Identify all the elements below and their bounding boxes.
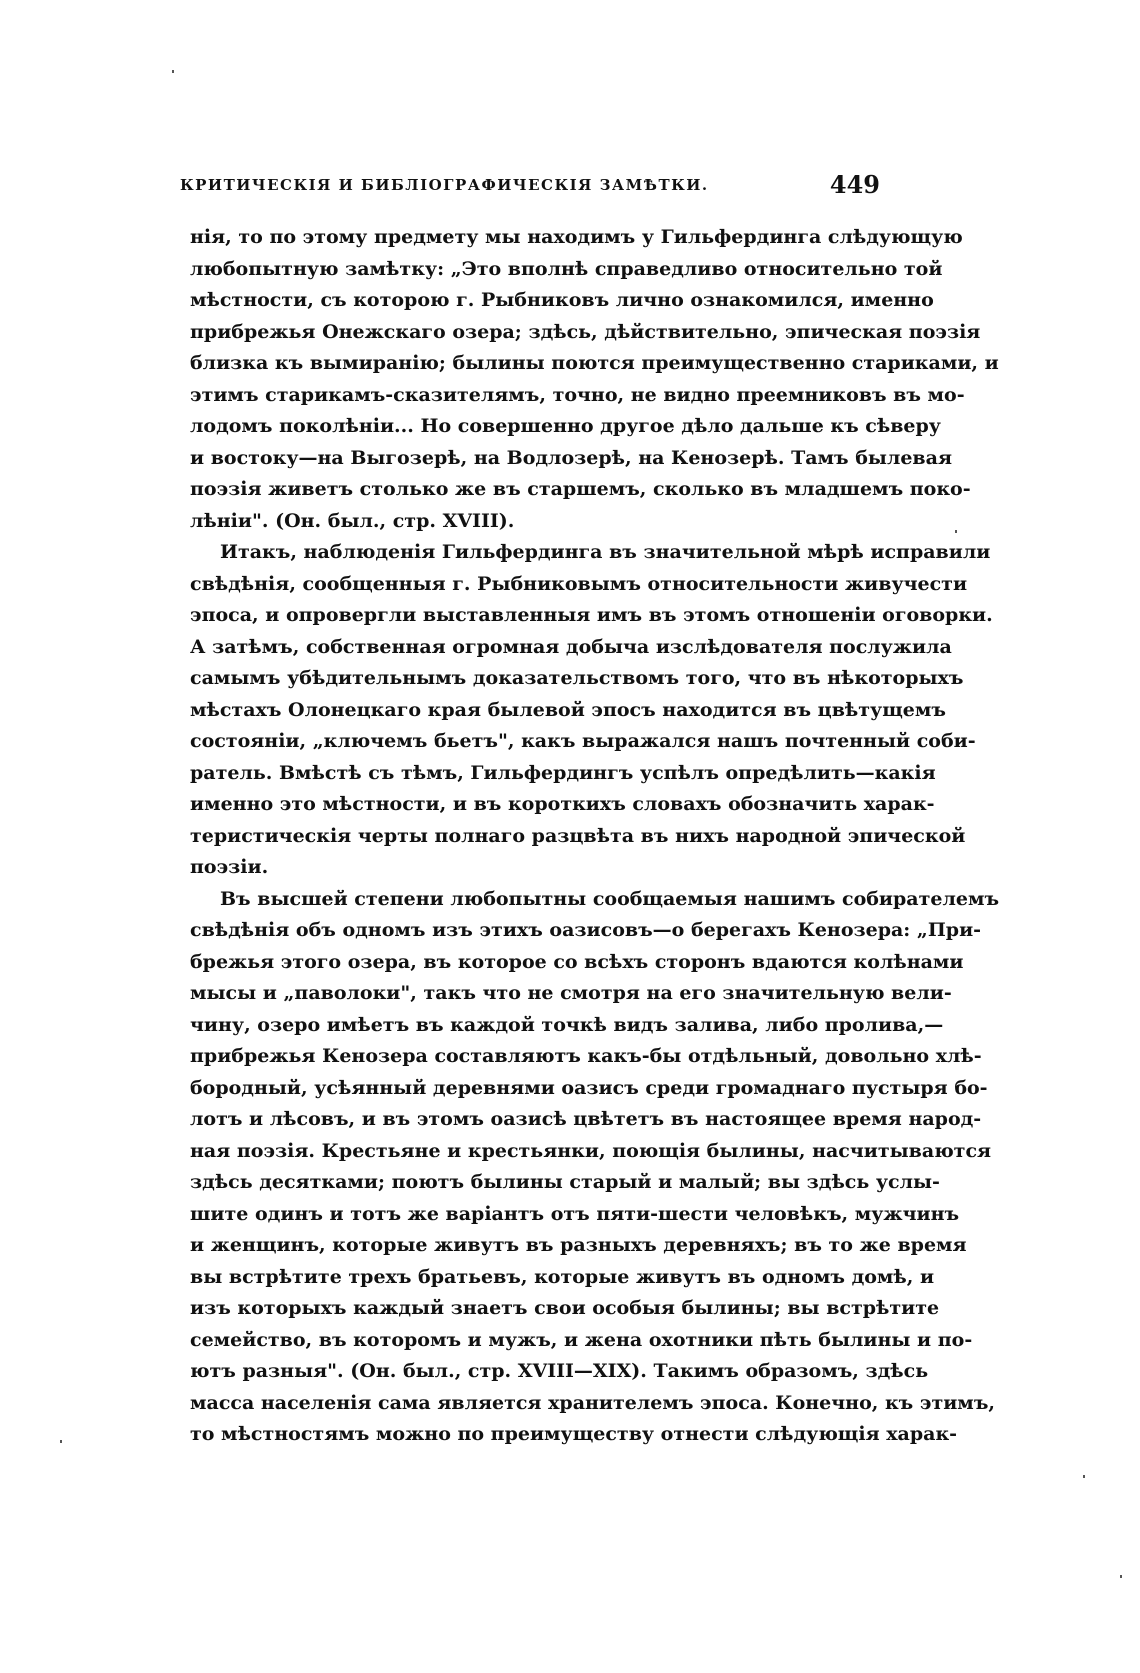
paragraph [190,884,1000,1451]
text-line: прибрежья Онежскаго озера; здѣсь, дѣйствительно, эпическая поэзія [190,320,981,343]
text-line: бородный, усѣянный деревнями оазисъ среди громаднаго пустыря бо- [190,1076,988,1099]
text-line: чину, озеро имѣетъ въ каждой точкѣ видъ залива, либо пролива,— [190,1013,944,1036]
text-line: Въ высшей степени любопытны сообщаемыя нашимъ собирателемъ [220,887,1000,910]
scan-speck [172,70,174,73]
text-line: близка къ вымиранію; былины поются преимущественно стариками, и [190,352,999,374]
text-line: вы встрѣтите трехъ братьевъ, которые живутъ въ одномъ домѣ, и [190,1265,935,1288]
text-line: эпоса, и опровергли выставленныя имъ въ этомъ отношеніи оговорки. [190,604,993,626]
text-line: состояніи, „ключемъ бьетъ", какъ выражался нашъ почтенный соби- [190,730,976,752]
text-line: А затѣмъ, собственная огромная добыча изслѣдователя послужила [190,635,952,658]
text-line: прибрежья Кенозера составляютъ какъ-бы отдѣльный, довольно хлѣ- [190,1045,982,1067]
text-line: то мѣстностямъ можно по преимуществу отнести слѣдующія харак- [190,1423,958,1445]
text-line: лотъ и лѣсовъ, и въ этомъ оазисѣ цвѣтетъ въ настоящее время народ- [190,1108,982,1130]
text-line: ютъ разныя". (Он. был., стр. XVIII—XIX). Такимъ образомъ, здѣсь [190,1360,929,1382]
text-line: здѣсь десятками; поютъ былины старый и малый; вы здѣсь услы- [190,1171,940,1193]
scan-speck [1120,1575,1122,1578]
running-title: КРИТИЧЕСКІЯ И БИБЛІОГРАФИЧЕСКІЯ ЗАМѢТКИ. [180,176,709,194]
text-line: масса населенія сама является хранителемъ эпоса. Конечно, къ этимъ, [190,1391,996,1414]
text-line: лѣніи". (Он. был., стр. XVIII). [190,509,515,532]
text-line: мѣстахъ Олонецкаго края былевой эпосъ находится въ цвѣтущемъ [190,698,946,721]
paragraph [190,222,999,537]
text-line: мысы и „паволоки", такъ что не смотря на его значительную вели- [190,982,952,1004]
text-line: мѣстности, съ которою г. Рыбниковъ лично ознакомился, именно [190,289,934,311]
text-line: самымъ убѣдительнымъ доказательствомъ того, что въ нѣкоторыхъ [190,667,964,689]
text-line: ратель. Вмѣстѣ съ тѣмъ, Гильфердингъ успѣлъ опредѣлить—какія [190,761,936,784]
text-line: семейство, въ которомъ и мужъ, и жена охотники пѣть былины и по- [190,1328,973,1351]
text-line: и востоку—на Выгозерѣ, на Водлозерѣ, на Кенозерѣ. Тамъ былевая [190,446,952,469]
text-line: именно это мѣстности, и въ короткихъ словахъ обозначить харак- [190,793,935,815]
text-line: поэзіи. [190,856,269,878]
running-head [180,170,880,202]
text-line: ная поэзія. Крестьяне и крестьянки, поющія былины, насчитываются [190,1139,992,1162]
text-line: любопытную замѣтку: „Это вполнѣ справедливо относительно той [190,257,943,280]
scan-speck [60,1440,62,1443]
text-line: свѣдѣнія, сообщенныя г. Рыбниковымъ относительности живучести [190,572,968,595]
text-line: брежья этого озера, въ которое со всѣхъ сторонъ вдаются колѣнами [190,950,964,973]
text-line: шите одинъ и тотъ же варіантъ отъ пяти-шести человѣкъ, мужчинъ [190,1202,960,1225]
paragraph [190,537,993,884]
body-text [190,222,1000,1451]
scan-speck [955,530,957,533]
text-line: нія, то по этому предмету мы находимъ у Гильфердинга слѣдующую [190,226,963,248]
text-line: изъ которыхъ каждый знаетъ свои особыя былины; вы встрѣтите [190,1297,940,1319]
page-number: 449 [829,170,880,199]
scan-speck [1083,1475,1085,1478]
text-line: Итакъ, наблюденія Гильфердинга въ значительной мѣрѣ исправили [220,541,991,563]
text-line: поэзія живетъ столько же въ старшемъ, сколько въ младшемъ поко- [190,478,971,500]
text-line: теристическія черты полнаго разцвѣта въ нихъ народной эпической [190,824,966,847]
text-line: и женщинъ, которые живутъ въ разныхъ деревняхъ; въ то же время [190,1234,967,1256]
text-line: этимъ старикамъ-сказителямъ, точно, не видно преемниковъ въ мо- [190,383,965,406]
text-line: свѣдѣнія объ одномъ изъ этихъ оазисовъ—о берегахъ Кенозера: „При- [190,919,982,941]
text-line: лодомъ поколѣніи... Но совершенно другое дѣло дальше къ сѣверу [190,415,941,437]
